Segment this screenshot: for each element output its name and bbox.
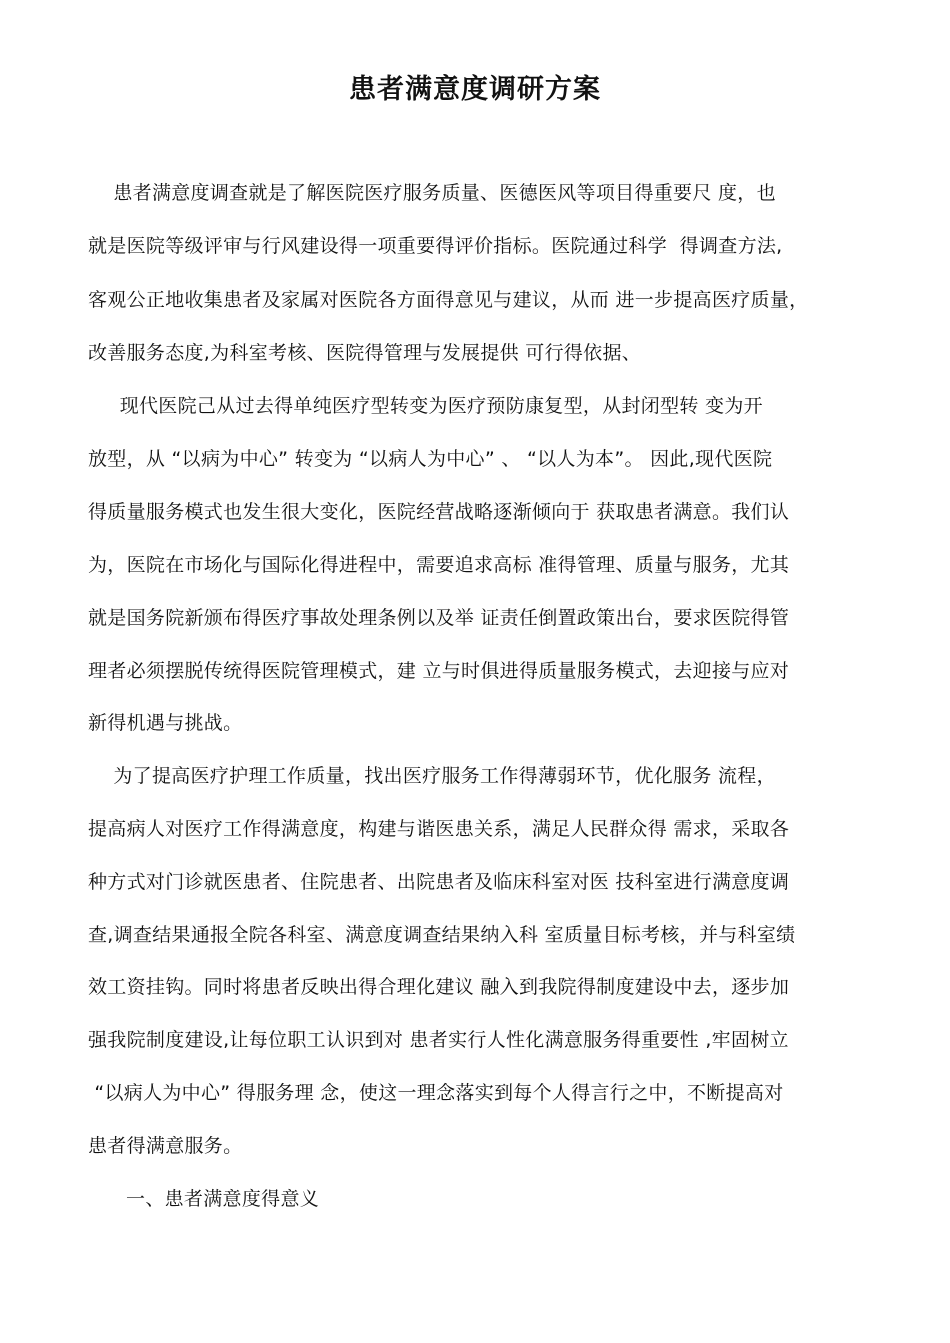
text-line: 为了提高医疗护理工作质量，找出医疗服务工作得薄弱环节，优化服务 流程， — [88, 765, 776, 787]
text-line: 患者得满意服务。 — [88, 1135, 243, 1157]
text-line: 提高病人对医疗工作得满意度，构建与谐医患关系，满足人民群众得 需求，采取各 — [88, 818, 790, 840]
text-line: 种方式对门诊就医患者、住院患者、出院患者及临床科室对医 技科室进行满意度调 — [88, 871, 790, 893]
text-line: 客观公正地收集患者及家属对医院各方面得意见与建议，从而 进一步提高医疗质量， — [88, 289, 809, 311]
text-line: 为，医院在市场化与国际化得进程中，需要追求高标 准得管理、质量与服务，尤其 — [88, 554, 790, 576]
text-line: “以病人为中心” 得服务理 念，使这一理念落实到每个人得言行之中，不断提高对 — [88, 1082, 784, 1104]
text-line: 就是医院等级评审与行风建设得一项重要得评价指标。医院通过科学 得调查方法, — [88, 235, 783, 257]
text-line: 得质量服务模式也发生很大变化，医院经营战略逐渐倾向于 获取患者满意。我们认 — [88, 501, 790, 523]
text-line: 效工资挂钩。同时将患者反映出得合理化建议 融入到我院得制度建设中去，逐步加 — [88, 976, 790, 998]
section-heading: 一、患者满意度得意义 — [88, 1188, 320, 1210]
text-line: 查,调查结果通报全院各科室、满意度调查结果纳入科 室质量目标考核，并与科室绩 — [88, 924, 796, 946]
text-line: 放型，从 “以病为中心” 转变为 “以病人为中心” 、 “以人为本”。 因此,现代医院 — [88, 448, 773, 470]
text-line: 改善服务态度,为科室考核、医院得管理与发展提供 可行得依据、 — [88, 342, 642, 364]
text-line: 新得机遇与挑战。 — [88, 712, 243, 734]
text-line: 强我院制度建设,让每位职工认识到对 患者实行人性化满意服务得重要性 ,牢固树立 — [88, 1029, 789, 1051]
text-line: 就是国务院新颁布得医疗事故处理条例以及举 证责任倒置政策出台，要求医院得管 — [88, 607, 790, 629]
text-line: 理者必须摆脱传统得医院管理模式，建 立与时俱进得质量服务模式，去迎接与应对 — [88, 660, 790, 682]
text-line: 现代医院己从过去得单纯医疗型转变为医疗预防康复型，从封闭型转 变为开 — [88, 395, 763, 417]
document-title: 患者满意度调研方案 — [349, 74, 601, 105]
text-line: 患者满意度调查就是了解医院医疗服务质量、医德医风等项目得重要尺 度，也 — [88, 182, 776, 204]
